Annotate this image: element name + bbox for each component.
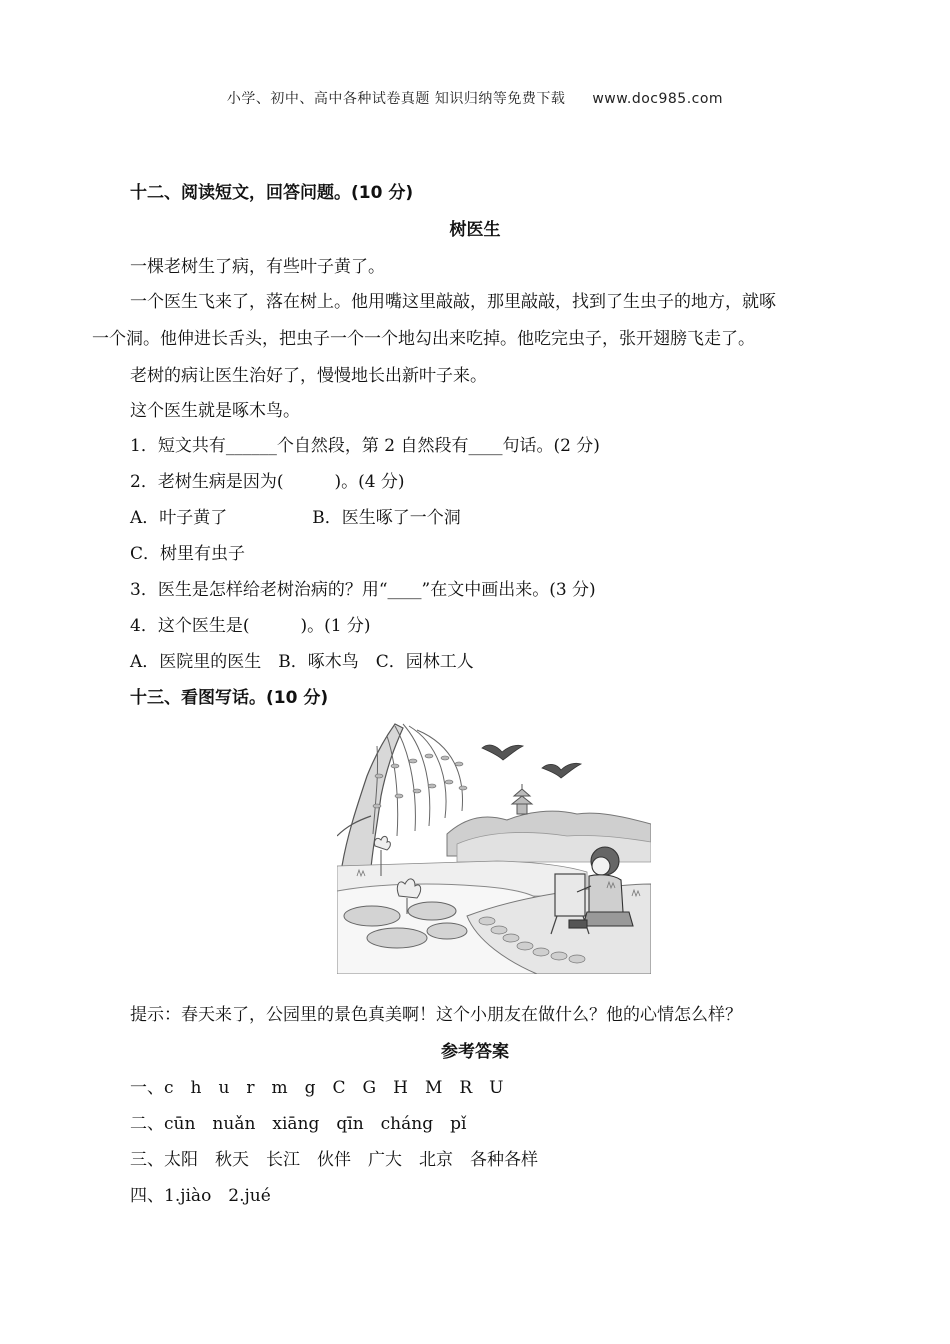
- picture-writing-hint: 提示：春天来了，公园里的景色真美啊！这个小朋友在做什么？他的心情怎么样？: [130, 1005, 742, 1025]
- park-illustration: [337, 716, 651, 974]
- passage-paragraph-1: 一棵老树生了病，有些叶子黄了。: [130, 257, 385, 277]
- header-site: www.doc985.com: [592, 91, 724, 107]
- question-4: 4．这个医生是( )。(1 分): [130, 616, 371, 636]
- passage-paragraph-2-line-2: 一个洞。他伸进长舌头，把虫子一个一个地勾出来吃掉。他吃完虫子，张开翅膀飞走了。: [92, 329, 755, 349]
- question-2-option-c: C．树里有虫子: [130, 544, 246, 564]
- answer-line-4: 四、1.jiào 2.jué: [130, 1186, 271, 1206]
- page-header: [0, 88, 950, 108]
- answer-line-2: 二、cūn nuǎn xiāng qīn cháng pǐ: [130, 1114, 467, 1134]
- passage-title: 树医生: [449, 220, 501, 240]
- section-13-heading: 十三、看图写话。(10 分): [130, 688, 329, 708]
- question-4-options: A．医院里的医生 B．啄木鸟 C．园林工人: [130, 652, 474, 672]
- question-2-options-ab: A．叶子黄了 B．医生啄了一个洞: [130, 508, 461, 528]
- question-2: 2．老树生病是因为( )。(4 分): [130, 472, 405, 492]
- passage-paragraph-2-line-1: 一个医生飞来了，落在树上。他用嘴这里敲敲，那里敲敲，找到了生虫子的地方，就啄: [130, 292, 776, 312]
- question-3: 3．医生是怎样给老树治病的？用“____”在文中画出来。(3 分): [130, 580, 596, 600]
- answer-line-1: 一、c h u r m g C G H M R U: [130, 1078, 504, 1098]
- header-text: 小学、初中、高中各种试卷真题 知识归纳等免费下载: [226, 91, 566, 107]
- passage-paragraph-3: 老树的病让医生治好了，慢慢地长出新叶子来。: [130, 366, 487, 386]
- answer-key-title: 参考答案: [441, 1042, 509, 1062]
- section-12-heading: 十二、阅读短文，回答问题。(10 分): [130, 183, 414, 203]
- passage-paragraph-4: 这个医生就是啄木鸟。: [130, 401, 300, 421]
- answer-line-3: 三、太阳 秋天 长江 伙伴 广大 北京 各种各样: [130, 1150, 538, 1170]
- question-1: 1．短文共有______个自然段，第 2 自然段有____句话。(2 分): [130, 436, 600, 456]
